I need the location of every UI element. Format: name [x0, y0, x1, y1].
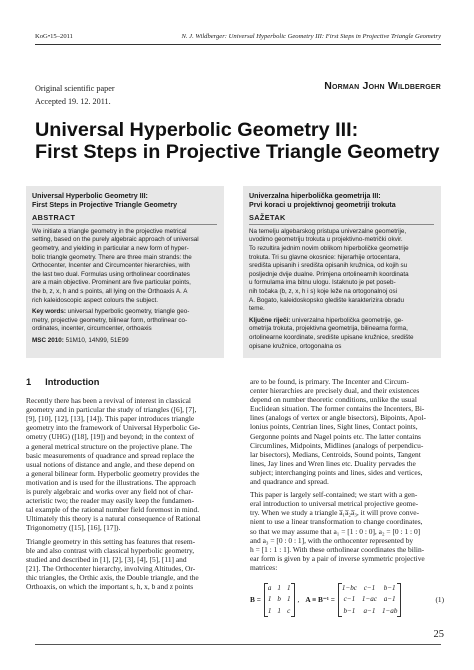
matrix-entry: 1 [267, 606, 272, 615]
text-line: Trigonometry ([15], [16], [17]). [26, 523, 121, 533]
abstract-line: the last two dual. Formulas using ortholinear coordinates [32, 270, 190, 278]
text-line: Triangle geometry in this setting has features that resem- [26, 536, 196, 546]
abstract-heading: ABSTRACT [32, 212, 76, 222]
kljucne-rijeci-line: univerzalna hiperbolička geometrije, ge- [290, 316, 404, 324]
matrix-entry: a [267, 583, 272, 592]
text-line: lines, Jay lines and Wren lines etc. Duality pervades the [250, 458, 416, 468]
matrix-entry: a−1 [383, 595, 396, 604]
kljucne-rijeci-label: Ključne riječi: [249, 316, 291, 324]
text-line: eral introduction to universal metrical projective geome- [250, 499, 419, 509]
sazetak-line: trokuta. Tri su glavne okosnice: hijerarhije ortocentara, [249, 253, 401, 261]
sazetak-separator [249, 224, 434, 225]
text-line: lines (analogs of vertex or angle bisectors), Bipoints, Apol- [250, 413, 426, 423]
matrix-entry: b−1 [343, 606, 356, 615]
title-line-1: Universal Hyperbolic Geometry III: [35, 119, 359, 141]
section-number: 1 [26, 377, 32, 387]
equation-number: (1) [435, 594, 444, 604]
text-line: Recently there has been a revival of interest in classical [26, 396, 192, 406]
matrix-entry: 1 [277, 583, 281, 592]
keywords-label: Key words: [32, 308, 66, 316]
sazetak-line: posljednje dvije dualne. Primjena ortolinearnih koordinata [249, 270, 409, 278]
body-column-right [250, 377, 444, 621]
matrix-b [264, 584, 295, 617]
matrix-entry: 1−bc [341, 583, 357, 592]
sazetak-line: uvodimo geometriju trokuta u projektivno-metrički okvir. [249, 236, 403, 244]
matrix-entry: 1 [286, 583, 291, 592]
sazetak-line: To rezultira jednim novim oblikom hiperboličke geometrije [249, 245, 409, 252]
abstract-line: Orthocenter, Incenter and Circumcenter hierarchies, with [32, 262, 190, 270]
paper-type: Original scientific paper [35, 84, 115, 93]
text-line: try. When we study a triangle a̅₁a̅₂a̅₃, it will prove conve- [250, 508, 420, 518]
sazetak-title-line-1: Univerzalna hiperbolička geometrija III: [249, 192, 381, 200]
kljucne-rijeci-line: ortolinearne koordinate, središte upisane kružnice, središte [249, 333, 414, 341]
sazetak-line: u formulama ima bitnu ulogu. Istaknuto je pet poseb- [249, 279, 396, 287]
abstract-box-croatian [243, 186, 441, 358]
paragraph [26, 396, 222, 532]
matrix-entry: 1 [267, 595, 272, 604]
body-column-left [26, 371, 222, 591]
abstract-separator [32, 224, 217, 225]
text-line: thic triangles, the Orthic axis, the Double triangle, and the [26, 572, 199, 582]
paragraph [250, 377, 444, 486]
text-line: a general metrical structure on the projective plane. The [26, 441, 193, 451]
msc-classification [32, 337, 217, 346]
text-line: ometry (UHG) ([18], [19]) and beyond; in the context of [26, 432, 195, 442]
sazetak-heading: SAŽETAK [249, 212, 286, 222]
text-line: and quadrance and spread. [250, 477, 329, 487]
abstract-text [32, 228, 217, 305]
matrix-a-label: A ≡ B⁻¹ = [305, 595, 335, 605]
kljucne-rijeci-line: opisane kružnice, ortogonalna os [249, 342, 342, 350]
matrix-entry: 1 [277, 606, 281, 615]
abstract-line: the b, z, x, h and s points, all lying on the Orthoaxis A. A [32, 287, 188, 295]
text-line: ble and also contrast with classical hyperbolic geometry, [26, 545, 195, 555]
keywords-line: metry, projective geometry, bilinear form, ortholinear co- [32, 316, 188, 324]
matrix-equation [250, 579, 444, 621]
matrix-entry: 1−ab [381, 606, 398, 615]
matrix-entry: 1−ac [361, 595, 377, 604]
text-line: geometry and in particular the study of triangles ([6], [7], [26, 405, 197, 415]
text-line: [9], [10], [12], [13], [14]). This paper introduces triangle [26, 414, 195, 424]
matrix-entry: b−1 [383, 583, 396, 592]
matrix-a [338, 584, 402, 617]
matrix-entry: b [277, 595, 281, 604]
text-line: center hierarchies are precisely dual, and their existences [250, 386, 420, 396]
sazetak-line: teme. [249, 305, 265, 313]
text-line: h = [1 : 1 : 1]. With these ortholinear coordinates the bilin- [250, 544, 425, 554]
author-name: Norman John Wildberger [324, 80, 441, 92]
text-line: subject; interchanging points and lines, sides and vertices, [250, 467, 423, 477]
abstract-line: bolic triangle geometry. There are three main strands: the [32, 253, 192, 261]
text-line: so that we may assume that a₁ = [1 : 0 : 0], a₂ = [0 : 1 : 0] [250, 526, 421, 536]
msc-label: MSC 2010: [32, 336, 64, 344]
page-number: 25 [433, 629, 444, 640]
section-title: Introduction [45, 377, 100, 387]
header-rule [35, 44, 441, 45]
msc-value: 51M10, 14N99, 51E99 [63, 336, 129, 344]
journal-label: KoG•15–2011 [35, 33, 73, 40]
matrix-entry: c−1 [343, 595, 356, 604]
paragraph [250, 490, 444, 572]
sazetak-line: A. Bogato, kaleidoskopsko gledište karakterizira obradu [249, 296, 405, 304]
text-line: lonius points, Centrian lines, Sight lines, Contact points, [250, 422, 418, 432]
accepted-date: Accepted 19. 12. 2011. [35, 97, 111, 106]
text-line: This paper is largely self-contained; we start with a gen- [250, 490, 418, 500]
text-line: tal example of the rational number field foremost in mind. [26, 505, 200, 515]
paper-title [35, 119, 441, 163]
sazetak-line: središta upisanih i središta opisanih kružnica, od kojih su [249, 262, 408, 270]
text-line: acteristic two; the reader may easily keep the fundamen- [26, 496, 195, 506]
keywords [32, 308, 217, 334]
sazetak-line: Na temelju algebarskog pristupa univerzalne geometrije, [249, 227, 407, 235]
text-line: Euclidean situation. The former contains the Incenters, Bi- [250, 404, 425, 414]
abstract-title-line-1: Universal Hyperbolic Geometry III: [32, 192, 148, 200]
abstract-line: rich kaleidoscopic aspect colours the subject. [32, 296, 159, 304]
text-line: Gergonne points and Nagel points etc. The latter contains [250, 431, 421, 441]
abstract-line: setting, based on the purely algebraic approach of universal [32, 236, 199, 244]
abstract-line: are a main objective. Prominent are five particular points, [32, 279, 191, 287]
sazetak-line: nih točaka (b, z, x, h i s) koje leže na ortogonalnoj osi [249, 287, 398, 295]
text-line: a general bilinear form. Hyperbolic geometry provides the [26, 468, 200, 478]
sazetak-title-line-2: Prvi koraci u projektivnoj geometriji trokuta [249, 201, 396, 210]
text-line: matrices: [250, 562, 278, 572]
text-line: is purely algebraic and works over any field not of char- [26, 487, 194, 497]
paper-meta [35, 82, 115, 108]
sazetak-text [249, 228, 434, 314]
text-line: studied and described in [1], [2], [3], [4], [5], [11] and [26, 554, 187, 564]
abstract-line: geometry, and yielding in particular a new form of hyper- [32, 245, 189, 252]
kljucne-rijeci-line: ometrija trokuta, projektivna geometrija, bilinearna forma, [249, 325, 408, 333]
text-line: Ultimately this theory is a natural consequence of Rational [26, 514, 201, 524]
paragraph [26, 537, 222, 592]
kljucne-rijeci [249, 317, 434, 351]
text-line: [21]. The Orthocenter hierarchy, involving Altitudes, Or- [26, 563, 196, 573]
abstract-box-english [26, 186, 224, 358]
text-line: Orthoaxis, on which the important s, h, x, b and z points [26, 581, 194, 591]
text-line: are to be found, is primary. The Incenter and Circum- [250, 377, 410, 386]
text-line: usual notions of distance and angle, and these depend on [26, 459, 195, 469]
matrix-entry: c−1 [363, 583, 376, 592]
matrix-entry: c [287, 606, 291, 615]
text-line: geometry into the framework of Universal Hyperbolic Ge- [26, 423, 201, 433]
abstract-title-line-2: First Steps in Projective Triangle Geometry [32, 201, 178, 210]
equation-comma: , [297, 595, 300, 605]
section-heading [26, 378, 222, 387]
running-title: N. J. Wildberger: Universal Hyperbolic Geometry III: First Steps in Projective Triangle Geometry [181, 33, 441, 40]
text-line: ear form is given by a pair of inverse symmetric projective [250, 553, 425, 563]
matrix-b-label: B = [250, 595, 261, 605]
text-line: nient to use a linear transformation to change coordinates, [250, 517, 423, 527]
matrix-entry: 1 [286, 595, 291, 604]
text-line: lar bisectors), Medians, Centroids, Sound points, Tangent [250, 449, 421, 459]
footer-rule [35, 644, 441, 645]
text-line: motivation and is used for the illustrations. The approach [26, 477, 196, 487]
matrix-entry: a−1 [363, 606, 376, 615]
abstract-line: We initiate a triangle geometry in the projective metrical [32, 227, 187, 235]
keywords-line: ordinates, incenter, circumcenter, orthoaxis [32, 325, 152, 333]
text-line: Circumlines, Midpoints, Midlines (analogs of perpendicu- [250, 440, 424, 450]
text-line: and a₃ = [0 : 0 : 1], with the orthocenter represented by [250, 535, 414, 545]
keywords-line: universal hyperbolic geometry, triangle geo- [65, 308, 190, 316]
text-line: depend on number theoretic conditions, unlike the usual [250, 395, 417, 405]
text-line: basic measurements of quadrance and spread replace the [26, 450, 195, 460]
title-line-2: First Steps in Projective Triangle Geometry [35, 141, 440, 163]
